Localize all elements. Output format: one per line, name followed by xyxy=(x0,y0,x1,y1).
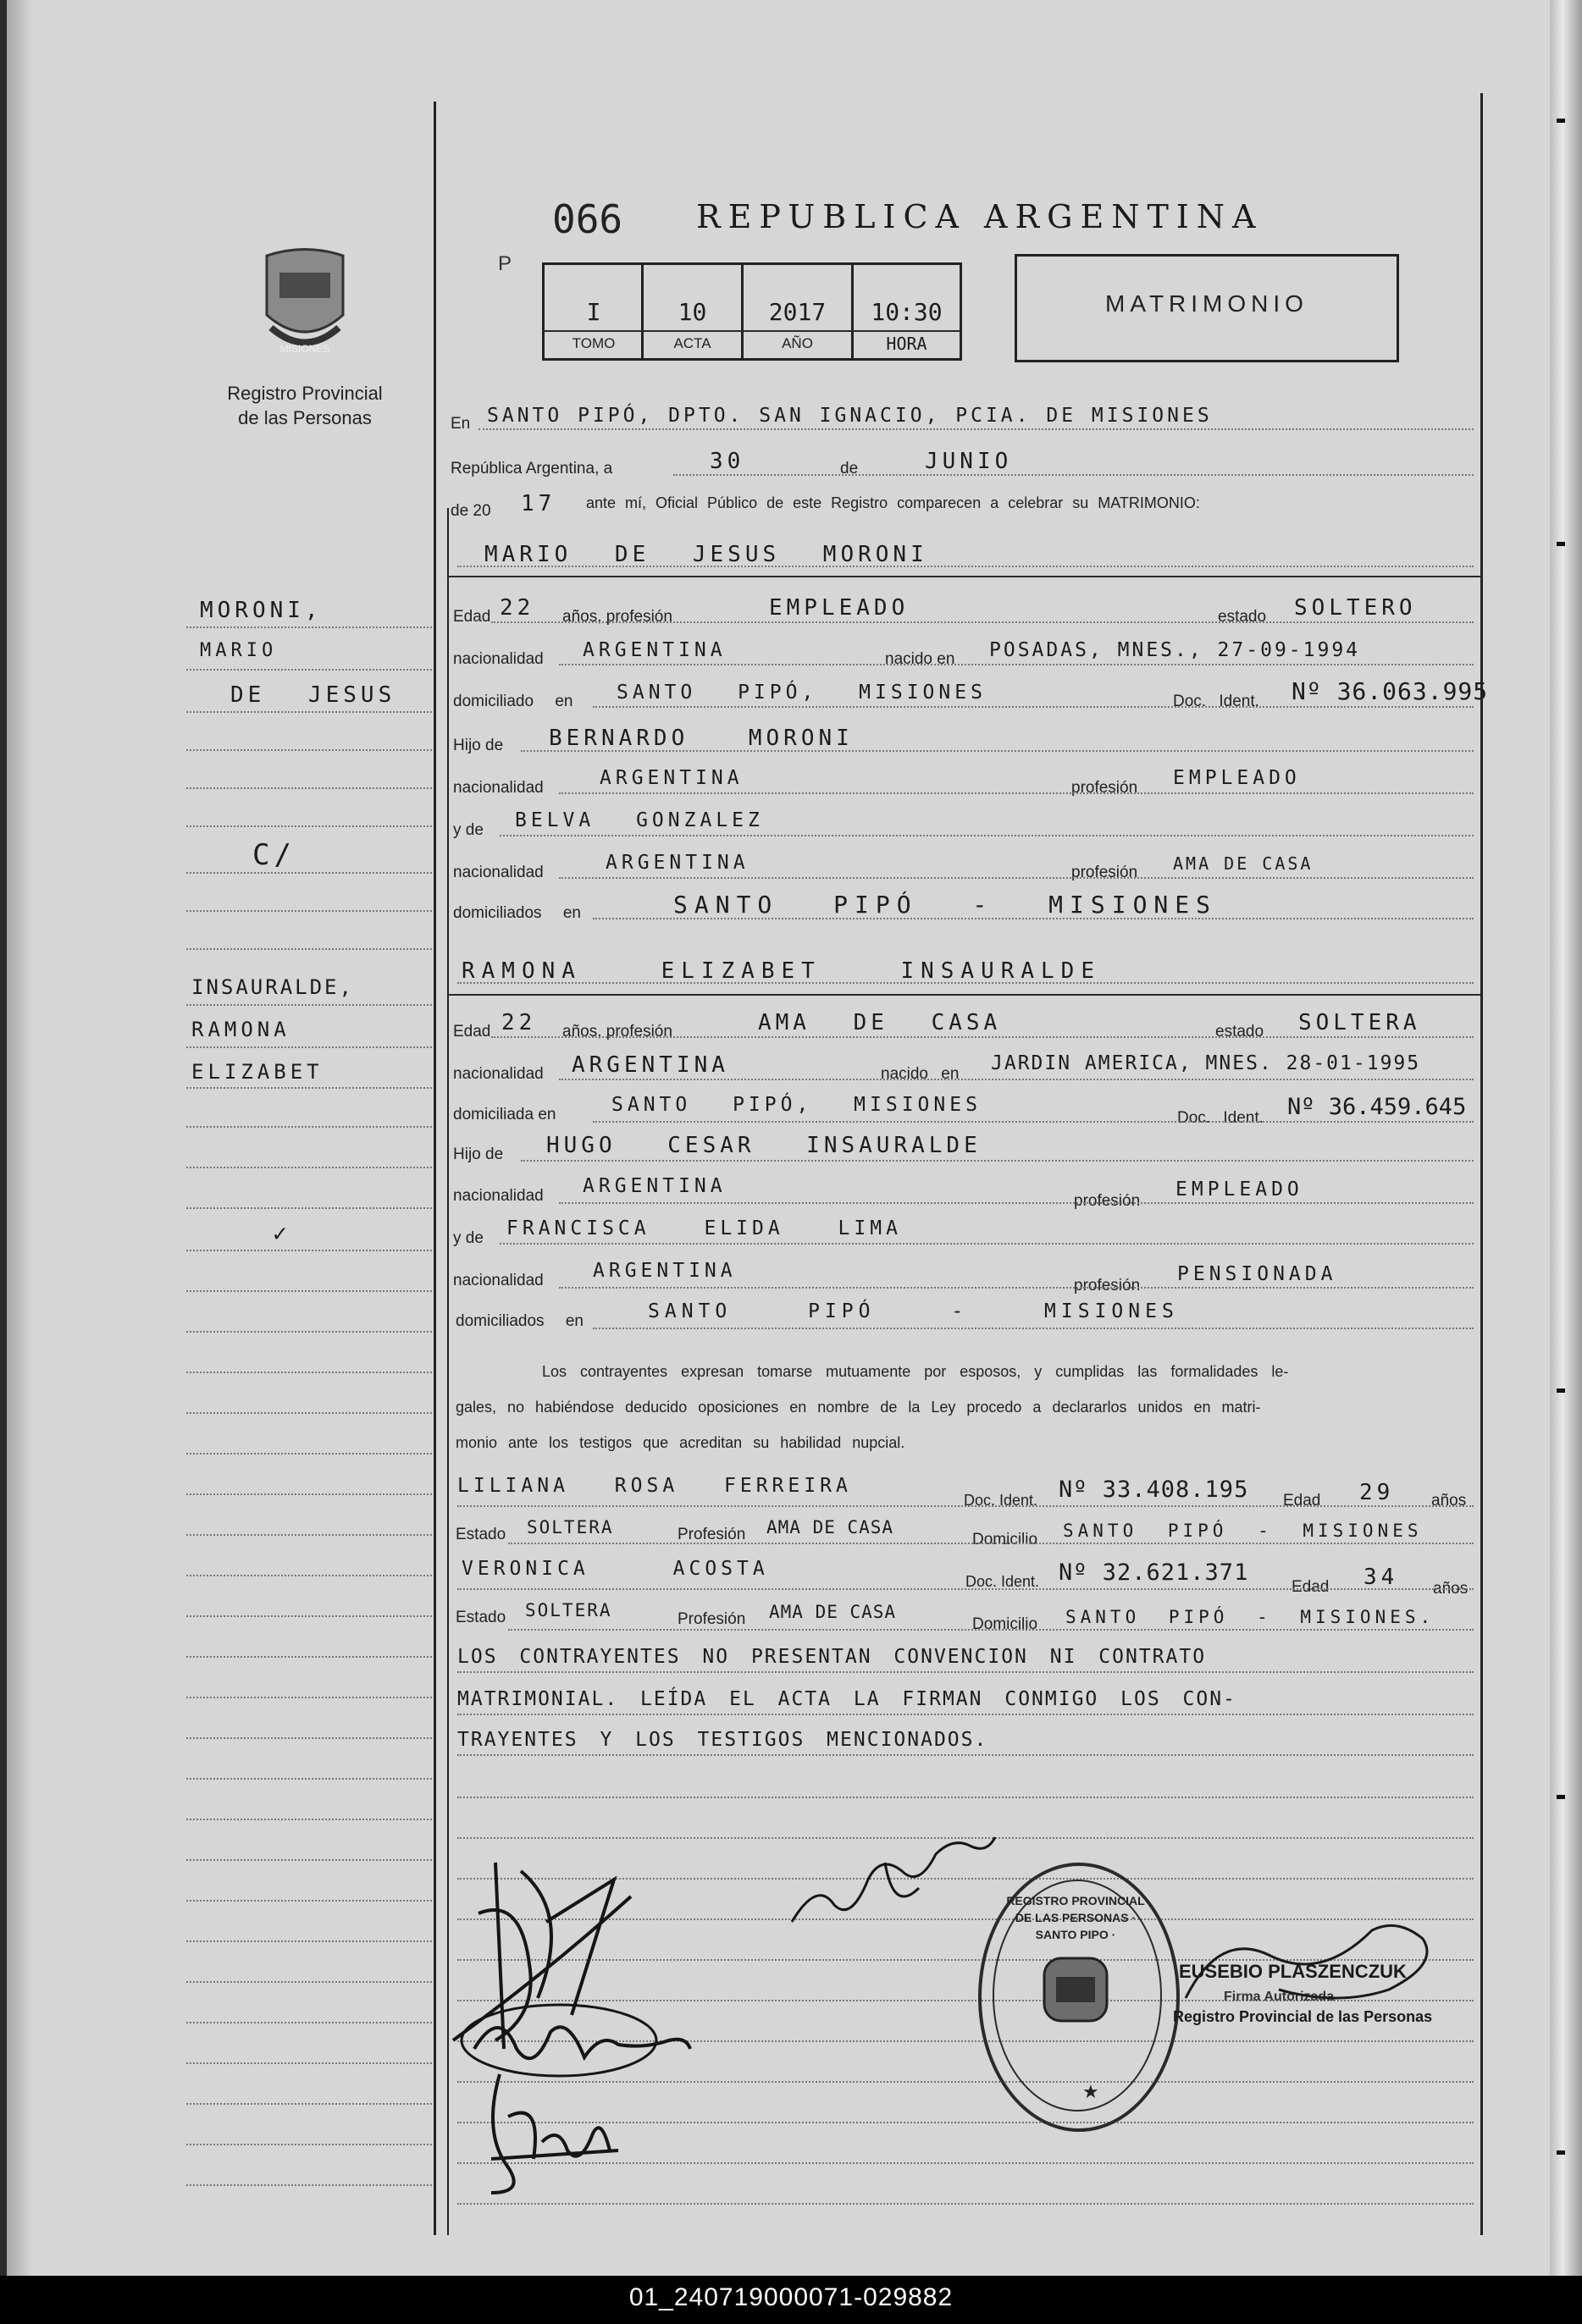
en-label: En xyxy=(451,415,471,433)
witness-signature-2 xyxy=(474,2066,627,2201)
binder-mark xyxy=(1557,1795,1565,1799)
bride-nacido-label: nacido en xyxy=(881,1065,960,1083)
groom-mother-prof-label: profesión xyxy=(1071,864,1138,881)
groom-domiciliado-label: domiciliado en xyxy=(453,693,573,710)
groom-doc-number: Nº 36.063.995 xyxy=(1292,677,1489,705)
notes-line2: MATRIMONIAL. LEÍDA EL ACTA LA FIRMAN CONMIGO LOS CON- xyxy=(457,1688,1236,1710)
acta-value: 10 xyxy=(678,298,707,326)
binder-mark xyxy=(1557,119,1565,123)
official-signature xyxy=(1169,1913,1457,2023)
witness1-name: LILIANA ROSA FERREIRA xyxy=(457,1475,852,1497)
comparecen-text: ante mí, Oficial Público de este Registro comparecen a celebrar su MATRIMONIO: xyxy=(586,494,1200,511)
witness2-estado-label: Estado xyxy=(456,1609,506,1626)
witness1-doc-number: Nº 33.408.195 xyxy=(1059,1477,1249,1503)
witness1-estado-label: Estado xyxy=(456,1526,506,1543)
witness1-anos-label: años xyxy=(1431,1492,1467,1510)
bride-birth: JARDIN AMERICA, MNES. 28-01-1995 xyxy=(991,1052,1421,1074)
witness1-age: 29 xyxy=(1359,1480,1395,1505)
margin-connector: C/ xyxy=(252,838,296,872)
groom-father-profession: EMPLEADO xyxy=(1173,767,1301,789)
page-edge-shadow xyxy=(7,0,30,2276)
bride-full-name: RAMONA ELIZABET INSAURALDE xyxy=(462,958,1101,984)
republica-label: República Argentina, a xyxy=(451,460,613,477)
groom-yde-label: y de xyxy=(453,821,484,839)
round-seal-ring-text: REGISTRO PROVINCIAL DE LAS PERSONAS · SANTO PIPO · xyxy=(1006,1894,1145,1941)
groom-profesion-label: años, profesión xyxy=(562,608,672,626)
bride-domiciliada-label: domiciliada en xyxy=(453,1106,556,1123)
groom-domicile: SANTO PIPÓ, MISIONES xyxy=(617,682,987,704)
witness2-doc-label: Doc. Ident. xyxy=(965,1573,1040,1590)
right-rule xyxy=(1480,93,1483,2235)
groom-full-name: MARIO DE JESUS MORONI xyxy=(484,542,928,567)
bride-profession: AMA DE CASA xyxy=(758,1010,1002,1035)
bride-father-nationality: ARGENTINA xyxy=(583,1175,727,1197)
anio-label: AÑO xyxy=(782,335,813,351)
bride-mother: FRANCISCA ELIDA LIMA xyxy=(506,1217,902,1239)
bride-father: HUGO CESAR INSAURALDE xyxy=(546,1133,982,1158)
groom-age: 22 xyxy=(500,595,535,621)
acta-label: ACTA xyxy=(673,335,711,351)
groom-hijo-label: Hijo de xyxy=(453,737,504,754)
groom-nacido-label: nacido en xyxy=(885,650,955,668)
groom-marital-status: SOLTERO xyxy=(1294,595,1417,621)
margin-bride-3: ELIZABET xyxy=(191,1060,324,1084)
witness2-doc-number: Nº 32.621.371 xyxy=(1059,1559,1249,1586)
witness1-doc-label: Doc. Ident. xyxy=(964,1492,1038,1509)
bride-doc-label: Doc. Ident. xyxy=(1177,1109,1264,1127)
witness2-status: SOLTERA xyxy=(525,1600,612,1620)
month: JUNIO xyxy=(925,449,1013,474)
stamp-mark: P xyxy=(498,252,512,275)
groom-profession: EMPLEADO xyxy=(769,595,910,621)
groom-parents-dom-label: domiciliados en xyxy=(453,904,581,922)
groom-father-nationality: ARGENTINA xyxy=(600,767,744,789)
declaration-line1: Los contrayentes expresan tomarse mutuamente por esposos, y cumplidas las formalidades le- xyxy=(542,1363,1289,1380)
bride-age: 22 xyxy=(501,1010,537,1035)
registry-name-line1: Registro Provincial xyxy=(227,383,383,404)
bride-hijo-label: Hijo de xyxy=(453,1145,504,1163)
bride-mother-prof-label: profesión xyxy=(1074,1277,1141,1294)
binder-mark xyxy=(1557,542,1565,546)
day: 30 xyxy=(710,449,745,474)
bride-father-profession: EMPLEADO xyxy=(1175,1179,1303,1201)
witness2-anos-label: años xyxy=(1433,1580,1469,1598)
bride-parents-domicile: SANTO PIPÓ - MISIONES xyxy=(648,1300,1179,1322)
groom-father-nat-label: nacionalidad xyxy=(453,779,544,797)
bride-father-nat-label: nacionalidad xyxy=(453,1187,544,1205)
seal-emblem-icon xyxy=(1037,1951,1114,2028)
bride-mother-profession: PENSIONADA xyxy=(1177,1263,1337,1285)
official-name: EUSEBIO PLASZENCZUK xyxy=(1179,1961,1407,1982)
groom-father-prof-label: profesión xyxy=(1071,779,1138,797)
bride-parents-dom-label: domiciliados en xyxy=(456,1312,584,1330)
year-suffix: 17 xyxy=(521,491,556,516)
header-label-rule xyxy=(542,330,960,332)
groom-birth: POSADAS, MNES., 27-09-1994 xyxy=(989,639,1361,661)
margin-bride-1: INSAURALDE, xyxy=(191,975,354,999)
bride-doc-number: Nº 36.459.645 xyxy=(1287,1094,1467,1120)
groom-mother-profession: AMA DE CASA xyxy=(1173,853,1314,874)
official-role: Firma Autorizada xyxy=(1224,1990,1335,2004)
witness1-domicilio-label: Domicilio xyxy=(972,1531,1038,1548)
bride-section-rule xyxy=(447,994,1482,996)
groom-estado-label: estado xyxy=(1218,608,1267,626)
bride-father-prof-label: profesión xyxy=(1074,1192,1141,1210)
place: SANTO PIPÓ, DPTO. SAN IGNACIO, PCIA. DE MISIONES xyxy=(487,405,1213,427)
witness2-age: 34 xyxy=(1364,1565,1399,1590)
year-prefix: de 20 xyxy=(451,502,491,520)
bride-yde-label: y de xyxy=(453,1229,484,1247)
seal-star-icon: ★ xyxy=(1082,2081,1099,2102)
groom-mother-nat-label: nacionalidad xyxy=(453,864,544,881)
witness2-domicilio-label: Domicilio xyxy=(972,1615,1038,1633)
hora-value: 10:30 xyxy=(871,298,943,326)
bride-estado-label: estado xyxy=(1215,1023,1264,1041)
groom-mother-nationality: ARGENTINA xyxy=(606,852,750,874)
bride-domicile: SANTO PIPÓ, MISIONES xyxy=(611,1094,982,1116)
witness2-domicile: SANTO PIPÓ - MISIONES. xyxy=(1065,1607,1435,1627)
bride-mother-nat-label: nacionalidad xyxy=(453,1272,544,1289)
bride-marital-status: SOLTERA xyxy=(1298,1010,1421,1035)
witness1-edad-label: Edad xyxy=(1283,1492,1321,1510)
bride-mother-nationality: ARGENTINA xyxy=(593,1260,737,1282)
footer-code: 01_240719000071-029882 xyxy=(628,2283,954,2311)
declaration-line2: gales, no habiéndose deducido oposiciones en nombre de la Ley procedo a declararlos unidos en matri- xyxy=(456,1399,1261,1416)
notes-line1: LOS CONTRAYENTES NO PRESENTAN CONVENCION NI CONTRATO xyxy=(457,1646,1207,1668)
margin-groom-1: MORONI, xyxy=(200,598,323,623)
registry-name-line2: de las Personas xyxy=(238,407,372,428)
notes-line3: TRAYENTES Y LOS TESTIGOS MENCIONADOS. xyxy=(457,1729,988,1751)
de-label: de xyxy=(840,460,859,477)
margin-groom-2: MARIO xyxy=(200,640,278,661)
witness1-profession: AMA DE CASA xyxy=(766,1517,894,1537)
witness1-status: SOLTERA xyxy=(527,1517,614,1537)
groom-parents-domicile: SANTO PIPÓ - MISIONES xyxy=(673,891,1218,919)
country-title: REPUBLICA ARGENTINA xyxy=(696,198,1264,235)
margin-bride-2: RAMONA xyxy=(191,1018,290,1041)
hora-label: HORA xyxy=(886,334,927,354)
groom-section-rule xyxy=(447,576,1482,577)
groom-nationality: ARGENTINA xyxy=(583,639,727,661)
witness1-profesion-label: Profesión xyxy=(678,1526,746,1543)
bride-nationality: ARGENTINA xyxy=(572,1052,729,1078)
tomo-value: I xyxy=(586,298,601,326)
groom-nacionalidad-label: nacionalidad xyxy=(453,650,544,668)
witness1-domicile: SANTO PIPÓ - MISIONES xyxy=(1063,1521,1423,1541)
witness2-edad-label: Edad xyxy=(1292,1578,1330,1596)
witness2-profesion-label: Profesión xyxy=(678,1610,746,1628)
margin-rule-outer xyxy=(434,102,436,2235)
book-spine xyxy=(1550,0,1582,2276)
official-registry: Registro Provincial de las Personas xyxy=(1173,2008,1433,2025)
anio-value: 2017 xyxy=(768,298,827,326)
tomo-label: TOMO xyxy=(572,335,616,351)
bride-edad-label: Edad xyxy=(453,1023,491,1041)
acta-number: 066 xyxy=(552,196,623,242)
act-type: MATRIMONIO xyxy=(1105,290,1308,317)
witness2-profession: AMA DE CASA xyxy=(769,1602,897,1622)
groom-mother: BELVA GONZALEZ xyxy=(515,809,764,831)
bride-profesion-label: años, profesión xyxy=(562,1023,672,1041)
margin-tick: ✓ xyxy=(273,1219,291,1247)
declaration-line3: monio ante los testigos que acreditan su habilidad nupcial. xyxy=(456,1434,905,1451)
groom-father: BERNARDO MORONI xyxy=(549,726,854,751)
witness2-name: VERONICA ACOSTA xyxy=(462,1558,769,1580)
margin-groom-3: DE JESUS xyxy=(230,682,396,708)
bride-nacionalidad-label: nacionalidad xyxy=(453,1065,544,1083)
groom-doc-label: Doc. Ident. xyxy=(1173,693,1259,710)
logo-text: MISIONES xyxy=(279,343,330,355)
groom-edad-label: Edad xyxy=(453,608,491,626)
binder-mark xyxy=(1557,1388,1565,1393)
bride-signature xyxy=(783,1829,1004,1930)
binder-mark xyxy=(1557,2150,1565,2155)
